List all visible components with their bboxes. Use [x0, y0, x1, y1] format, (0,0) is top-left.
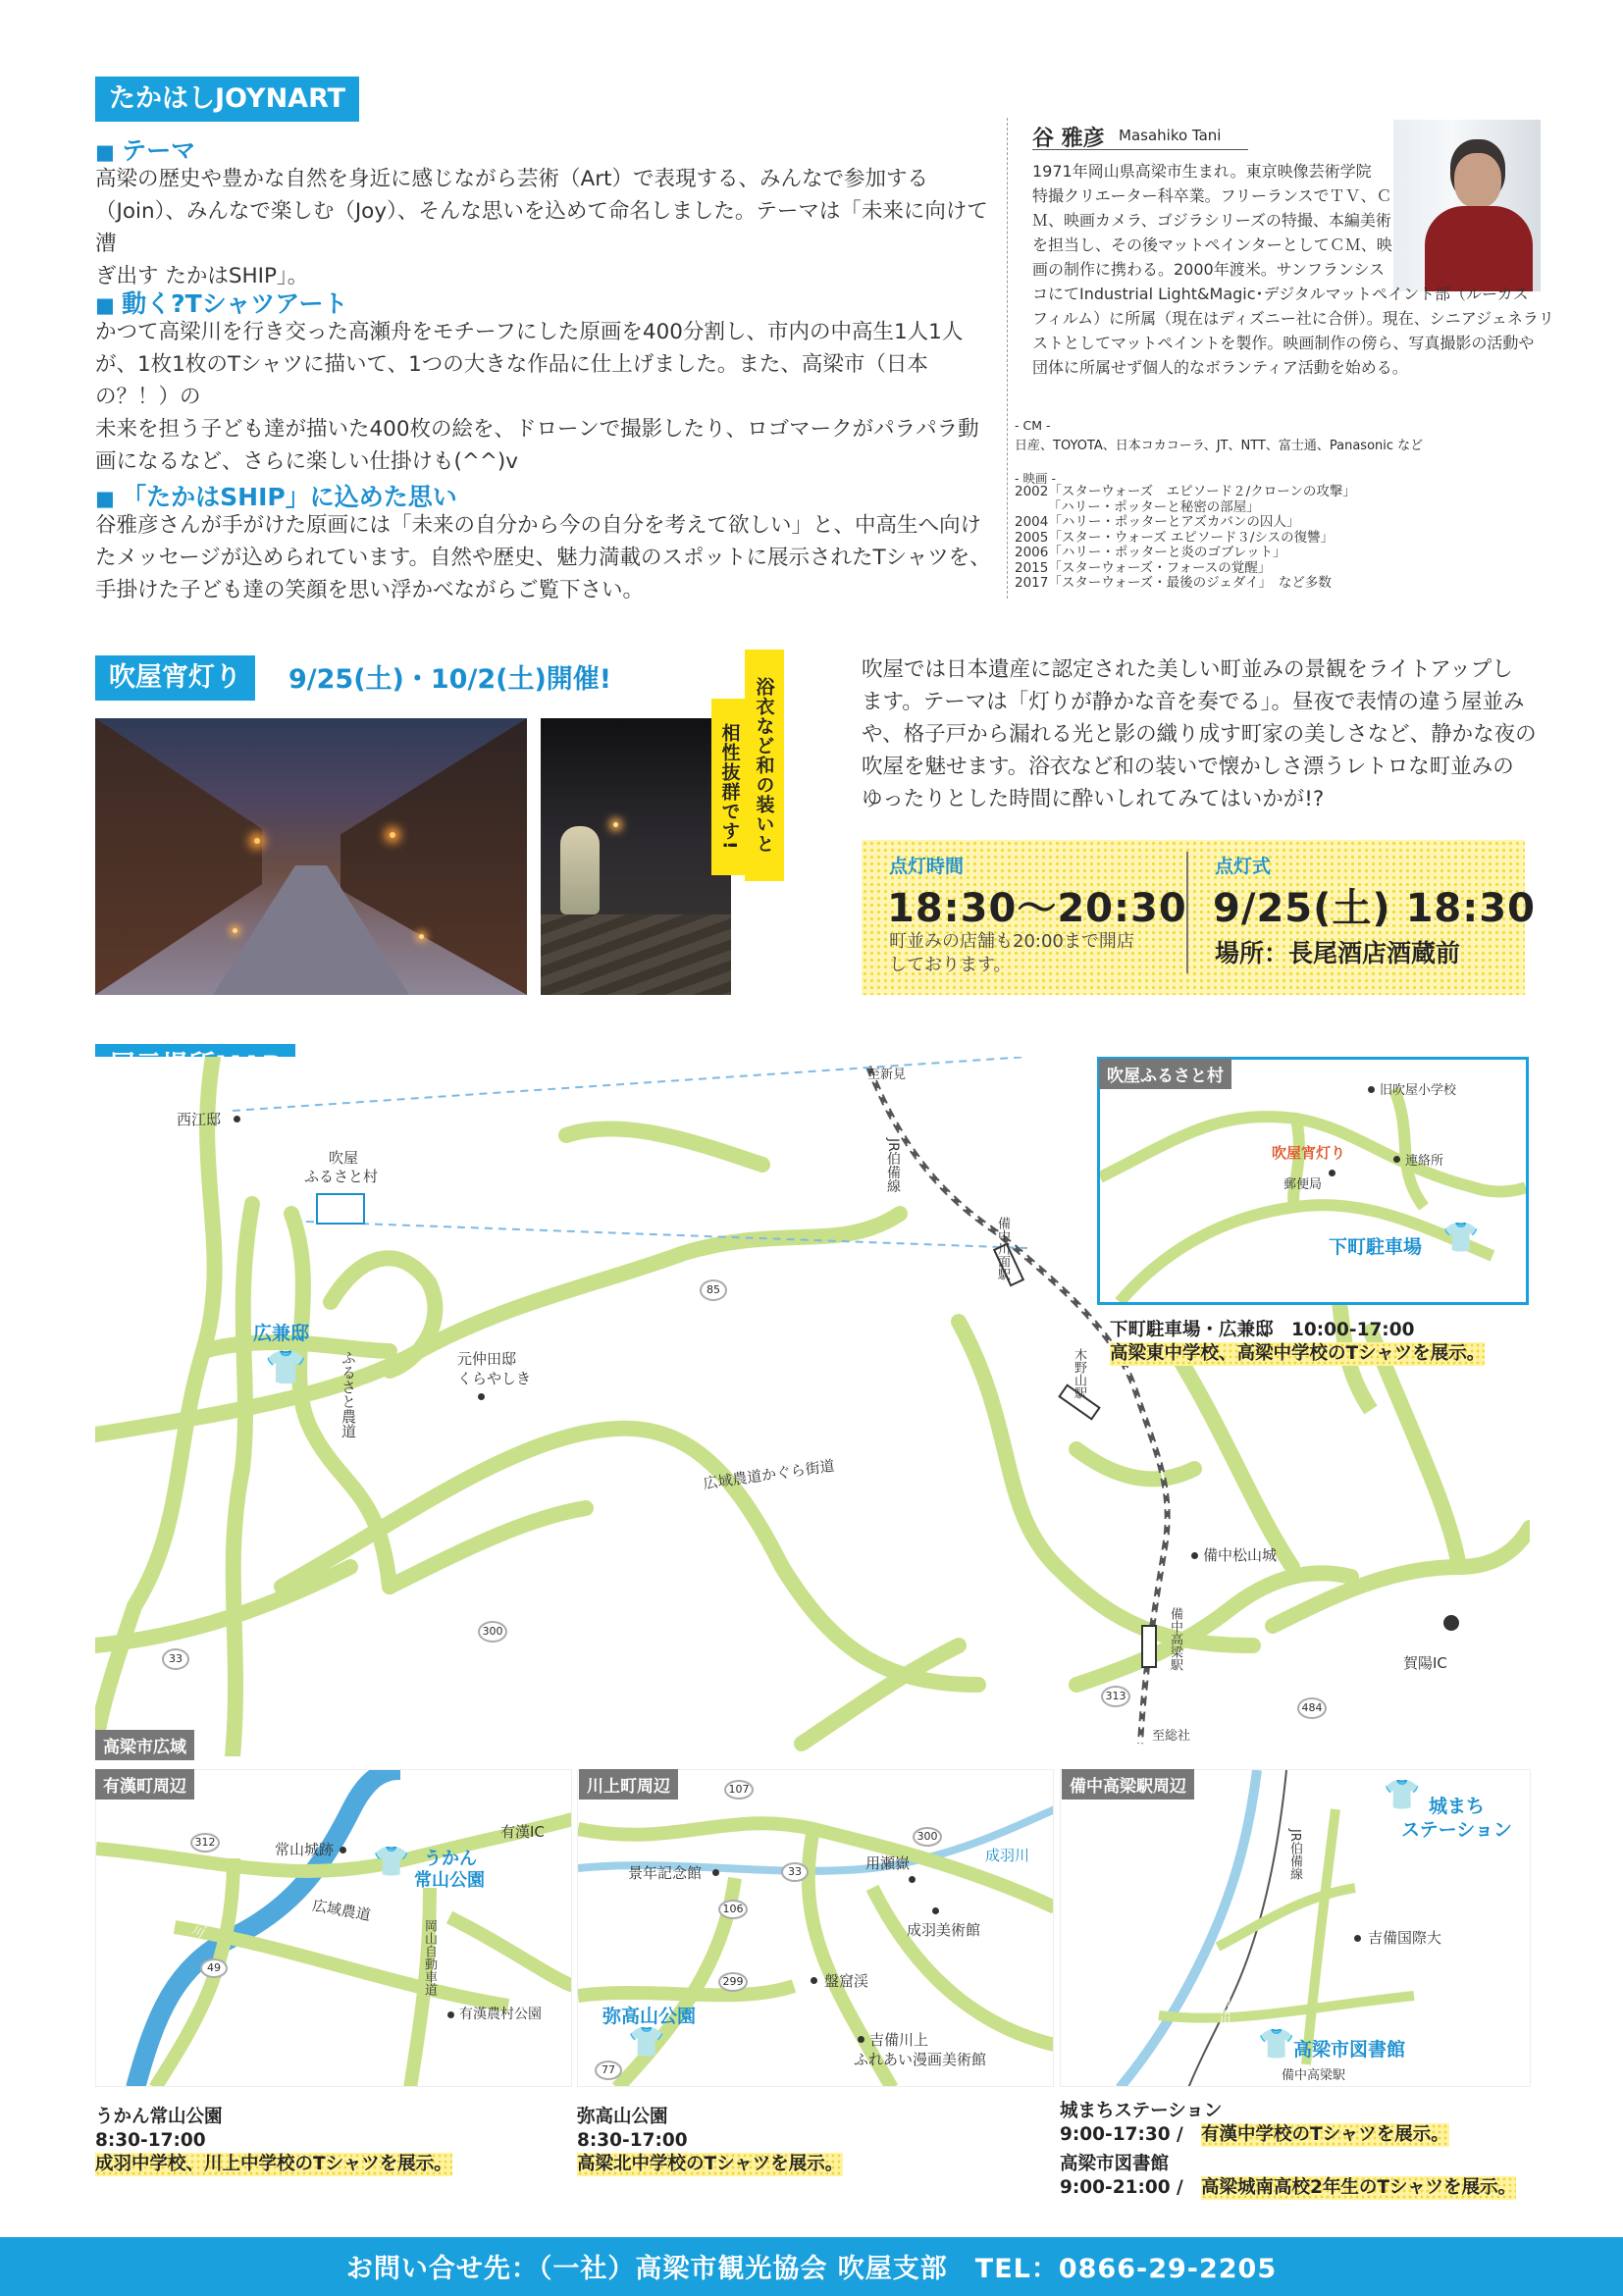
area1-info-exhibit: 成羽中学校、川上中学校のTシャツを展示。: [95, 2154, 452, 2174]
area2-park: 弥高山公園: [602, 2006, 697, 2027]
bio-line: フィルム）に所属（現在はディズニー社に合併）。現在、シニアジェネラリ: [1032, 309, 1554, 328]
tshirt-line: 画になるなど、さらに楽しい仕掛けも(^^)v: [95, 449, 519, 474]
inset-title: 吹屋ふるさと村: [1099, 1059, 1231, 1089]
desc-line: や、格子戸から漏れる光と影の織り成す町家の美しさなど、静かな夜の: [862, 722, 1537, 747]
area2-label: ふれあい漫画美術館: [854, 2051, 987, 2068]
area3-label: 高梁川: [1218, 1992, 1231, 2027]
area1-label: 岡山自動車道: [422, 1919, 437, 1996]
bio-line: ストとしてマットペイントを製作。映画制作の傍ら、写真撮影の活動や: [1032, 334, 1535, 352]
desc-line: ゆったりとした時間に酔いしれてみてはいかが!?: [862, 787, 1325, 811]
tshirt-icon: 👕: [265, 1348, 307, 1387]
label-shinmi: 至新見: [867, 1068, 907, 1082]
area3-label: 備中高梁駅: [1282, 2068, 1346, 2083]
fukiya-title: 吹屋宵灯り: [95, 655, 255, 701]
area1-label: 常山城跡: [275, 1841, 335, 1858]
area1-info-name: うかん常山公園: [95, 2107, 223, 2127]
ship-heading: ■ 「たかはSHIP」に込めた思い: [95, 478, 457, 513]
area2-label: 用瀬嶽: [865, 1854, 911, 1872]
area2-route: 77: [595, 2061, 622, 2080]
label-fukiya: 吹屋: [329, 1149, 359, 1167]
area2-route: 106: [718, 1900, 748, 1919]
theme-line: （Join）、みんなで楽しむ（Joy）、そんな思いを込めて命名しました。テーマは「未来に向けて漕: [95, 199, 988, 256]
dot-nishie: [234, 1116, 240, 1122]
fukiya-dates: 9/25(土)・10/2(土)開催!: [288, 664, 612, 695]
area2-dot: [858, 2036, 864, 2043]
fukiya-marker: [316, 1193, 365, 1225]
bio-line: コにてIndustrial Light&Magic･デジタルマットペイント部（ルーカス: [1032, 285, 1529, 303]
desc-line: ます。テーマは「灯りが静かな音を奏でる」。昼夜で表情の違う屋並み: [862, 690, 1525, 714]
bio-line: 画の制作に携わる。2000年渡米。サンフランシス: [1032, 260, 1386, 279]
film-list: [1015, 485, 1356, 592]
fukiya-desc: [862, 653, 1539, 815]
area1-label: 有漢川: [189, 1902, 220, 1940]
area3-info1-name: 城まちステーション: [1060, 2101, 1223, 2121]
route-33: 33: [162, 1648, 189, 1670]
area2-label: 吉備川上: [869, 2031, 929, 2049]
area-label: 高梁市広域: [95, 1730, 194, 1760]
area3-park-b: ステーション: [1401, 1819, 1512, 1841]
area2-route: 300: [913, 1827, 942, 1847]
area2-route: 299: [718, 1972, 748, 1992]
desc-line: 吹屋では日本遺産に認定された美しい町並みの景観をライトアップし: [862, 657, 1513, 682]
area3-info2-exhibit: 高梁城南高校2年生のTシャツを展示。: [1201, 2177, 1517, 2198]
light-note-line: しております。: [889, 955, 1012, 975]
tshirt-icon: 👕: [628, 2025, 665, 2060]
area2-label: 盤窟渓: [824, 1972, 869, 1990]
ship-text: [95, 509, 998, 606]
label-kagura-road: 広域農道かぐら街道: [702, 1456, 836, 1493]
area2-dot: [932, 1907, 939, 1914]
tshirt-line: 未来を担う子ども達が描いた400枚の絵を、ドローンで撮影したり、ロゴマークがパラパラ動: [95, 417, 979, 442]
area2-info-exhibit: 高梁北中学校のTシャツを展示。: [577, 2154, 844, 2174]
light-note: [889, 930, 1134, 977]
area3-library: 高梁市図書館: [1293, 2039, 1406, 2061]
tshirt-line: が、1枚1枚のTシャツに描いて、1つの大きな作品に仕上げました。また、高梁市（日本の？！）の: [95, 352, 928, 409]
area3-info2-time: 9:00-21:00 /: [1060, 2177, 1183, 2198]
ic-marker: [1443, 1615, 1459, 1631]
area1-info-time: 8:30-17:00: [95, 2130, 206, 2151]
bio-line: 1971年岡山県高梁市生まれ。東京映像芸術学院: [1032, 162, 1372, 181]
tshirt-icon: 👕: [1258, 2027, 1295, 2061]
footer-contact: お問い合せ先：（一社）高梁市観光協会 吹屋支部 TEL：0866-29-2205: [345, 2254, 1278, 2284]
theme-line: 高梁の歴史や豊かな自然を身近に感じながら芸術（Art）で表現する、みんなで参加する: [95, 167, 928, 191]
label-furusato-road: ふるさと農道: [340, 1350, 357, 1438]
street-photo: [95, 718, 527, 995]
tshirt-icon: 👕: [373, 1845, 410, 1879]
ship-line: たメッセージが込められています。自然や歴史、魅力満載のスポットに展示されたTシャツを、: [95, 546, 991, 570]
label-matsuyama: 備中松山城: [1203, 1546, 1278, 1564]
area3-info2-name: 高梁市図書館: [1060, 2154, 1170, 2174]
bio-line: を担当し、その後マットペインターとしてＣＭ、映: [1032, 235, 1392, 254]
bio-line: 特撮クリエーター科卒業。フリーランスでＴＶ、Ｃ: [1032, 186, 1392, 205]
label-event: 吹屋宵灯り: [1272, 1144, 1346, 1162]
bio-line: 団体に所属せず個人的なボランティア活動を始める。: [1032, 358, 1408, 377]
area2-dot: [811, 1977, 817, 1984]
area3-info1-exhibit: 有漢中学校のTシャツを展示。: [1201, 2124, 1449, 2145]
route-484: 484: [1297, 1697, 1327, 1719]
label-soja: 至総社: [1152, 1729, 1191, 1744]
tshirt-heading: ■ 動く?Tシャツアート: [95, 285, 347, 320]
film-item: 2002「スターウォーズ エピソード２/クローンの攻撃」: [1015, 484, 1356, 499]
cm-label: - CM -: [1015, 418, 1051, 433]
film-label: - 映画 -: [1015, 471, 1056, 486]
theme-text: [95, 163, 998, 292]
tshirt-icon: 👕: [1384, 1778, 1421, 1812]
area3-dot: [1354, 1935, 1361, 1942]
profile-name-en: Masahiko Tani: [1119, 127, 1222, 144]
area1-dot: [340, 1847, 346, 1853]
joynart-title: たかはしJOYNART: [95, 77, 359, 122]
film-item: 2006「ハリー・ポッターと炎のゴブレット」: [1015, 545, 1286, 560]
area2-dot: [909, 1876, 916, 1883]
inset-info-hours: 下町駐車場・広兼邸 10:00-17:00: [1110, 1320, 1415, 1340]
route-85: 85: [700, 1279, 727, 1301]
tshirt-icon: 👕: [1442, 1221, 1480, 1255]
area3-park-a: 城まち: [1429, 1796, 1486, 1817]
area3-label: 吉備国際大: [1368, 1929, 1442, 1947]
ceremony-place: 場所：長尾酒店酒蔵前: [1215, 939, 1461, 967]
area2-info-time: 8:30-17:00: [577, 2130, 688, 2151]
label-hakubi: JR伯備線: [885, 1138, 901, 1193]
area3-label: JR伯備線: [1287, 1829, 1302, 1880]
area1-park-a: うかん: [424, 1849, 477, 1869]
area3-title: 備中高梁駅周辺: [1062, 1769, 1194, 1800]
cm-text: 日産、TOYOTA、日本コカコーラ、JT、NTT、富士通、Panasonic など: [1015, 439, 1424, 453]
light-note-line: 町並みの店舗も20:00まで開店: [889, 931, 1134, 952]
dot-matsuyama: [1191, 1552, 1198, 1559]
area1-route: 49: [200, 1958, 228, 1978]
tshirt-line: かつて高梁川を行き交った高瀬舟をモチーフにした原画を400分割し、市内の中高生1人1人: [95, 320, 964, 344]
callout-b: 相性抜群です!: [711, 699, 749, 875]
dot-motonakata: [478, 1393, 485, 1400]
area1-dot: [447, 2011, 454, 2018]
film-item: 2005「スター・ウォーズ エピソード３/シスの復讐」: [1015, 529, 1335, 546]
area1-roads: [96, 1770, 572, 2087]
area1-map: [95, 1769, 572, 2087]
station-takahashi-icon: [1141, 1625, 1157, 1668]
ceremony-time: 9/25(土) 18:30: [1213, 886, 1536, 931]
ship-line: 谷雅彦さんが手がけた原画には「未来の自分から今の自分を考えて欲しい」と、中高生へ向け: [95, 513, 982, 538]
area2-info-name: 弥高山公園: [577, 2107, 668, 2127]
area2-route: 33: [781, 1862, 809, 1882]
area2-dot: [712, 1869, 719, 1876]
area1-label: 有漢IC: [500, 1823, 545, 1841]
area2-label: 成羽川: [985, 1847, 1030, 1864]
film-item: 2017「スターウォーズ・最後のジェダイ」 など多数: [1015, 575, 1332, 591]
yukata-photo: [541, 718, 731, 995]
profile-name: 谷 雅彦: [1032, 127, 1105, 151]
area2-title: 川上町周辺: [579, 1769, 678, 1800]
label-nishie: 西江邸: [177, 1111, 222, 1128]
label-kayo-ic: 賀陽IC: [1403, 1654, 1447, 1672]
tshirt-text: [95, 316, 998, 478]
label-motonakata: 元仲田邸: [457, 1350, 517, 1368]
area3-info1-time: 9:00-17:30 /: [1060, 2124, 1183, 2145]
light-time: 18:30〜20:30: [887, 886, 1187, 931]
ship-line: 手掛けた子ども達の笑顔を思い浮かべながらご覧下さい。: [95, 578, 645, 602]
route-313: 313: [1101, 1686, 1130, 1707]
label-hirokane: 広兼邸: [253, 1323, 310, 1344]
label-old-school: 旧吹屋小学校: [1380, 1083, 1457, 1098]
area2-route: 107: [724, 1780, 754, 1800]
desc-line: 吹屋を魅せます。浴衣など和の装いで懐かしさ漂うレトロな町並みの: [862, 755, 1514, 779]
label-parking: 下町駐車場: [1329, 1236, 1423, 1258]
area1-route: 312: [190, 1833, 220, 1852]
film-item: 「ハリー・ポッターと秘密の部屋」: [1015, 498, 1260, 515]
label-furusato: ふるさと村: [304, 1168, 379, 1185]
film-item: 2015「スターウォーズ・フォースの覚醒」: [1015, 559, 1272, 576]
area2-label: 成羽美術館: [907, 1921, 981, 1939]
area1-park-b: 常山公園: [414, 1870, 485, 1891]
bio-line: Ｍ、映画カメラ、ゴジラシリーズの特撮、本編美術: [1032, 211, 1391, 230]
label-takahashi-sta: 備中高梁駅: [1168, 1607, 1182, 1671]
inset-info-exhibit: 高梁東中学校、高梁中学校のTシャツを展示。: [1110, 1343, 1486, 1364]
route-300: 300: [478, 1621, 507, 1643]
label-bitchu-kawamo: 備中川面駅: [995, 1217, 1010, 1280]
dot-post: [1329, 1170, 1335, 1176]
label-kiyama: 木野山駅: [1072, 1348, 1086, 1399]
ceremony-label: 点灯式: [1215, 856, 1272, 877]
theme-line: ぎ出す たかはSHIP」。: [95, 264, 309, 288]
callout-a: 浴衣など和の装いと: [745, 650, 784, 881]
area1-label: 広域農道: [310, 1896, 373, 1925]
label-liaison: 連絡所: [1405, 1154, 1444, 1169]
area1-label: 有漢農村公園: [459, 2007, 542, 2022]
dot-old-school: [1368, 1086, 1375, 1093]
area2-label: 景年記念館: [628, 1864, 703, 1882]
theme-heading: ■ テーマ: [95, 131, 195, 167]
profile-bio: [1032, 159, 1562, 380]
label-post: 郵便局: [1283, 1177, 1323, 1192]
light-label: 点灯時間: [889, 856, 965, 877]
label-kurayashiki: くらやしき: [457, 1370, 532, 1387]
profile-rule: [1032, 149, 1248, 150]
dot-liaison: [1393, 1156, 1400, 1163]
area1-title: 有漢町周辺: [95, 1769, 194, 1800]
film-item: 2004「ハリー・ポッターとアズカバンの囚人」: [1015, 514, 1300, 530]
